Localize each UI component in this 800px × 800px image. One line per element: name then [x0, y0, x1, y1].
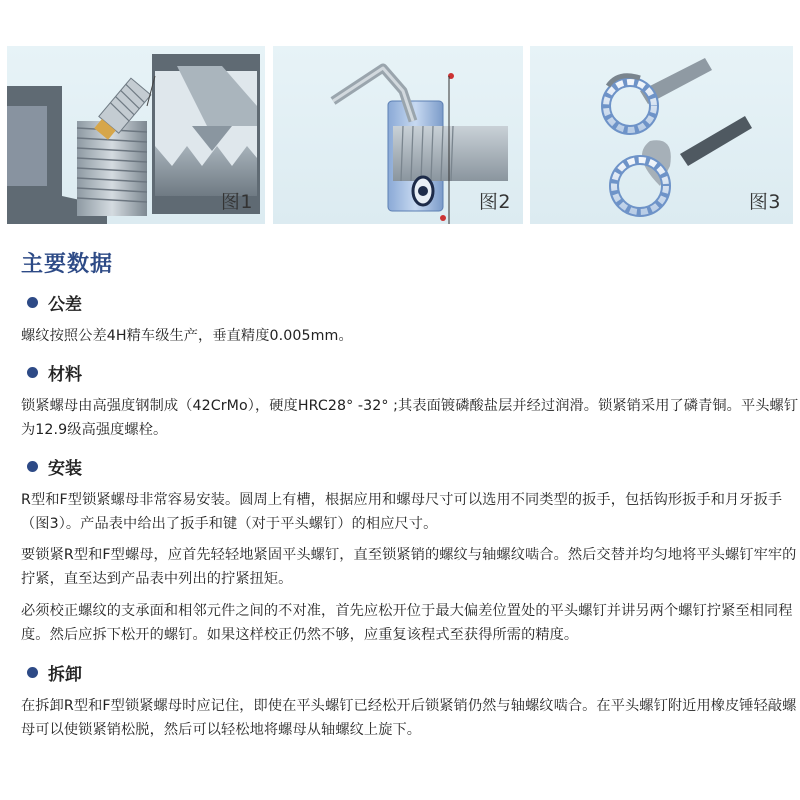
section-heading-tolerance-label: 公差 — [48, 295, 82, 315]
bullet-icon — [27, 367, 38, 378]
section-heading-material-label: 材料 — [48, 365, 82, 385]
bullet-icon — [27, 297, 38, 308]
paragraph-install-1: R型和F型锁紧螺母非常容易安装。圆周上有槽，根据应用和螺母尺寸可以选用不同类型的扳手，包括钩形扳手和月牙扳手（图3）。产品表中给出了扳手和键（对于平头螺钉）的相应尺寸。 — [21, 492, 783, 532]
figure-strip — [7, 46, 793, 224]
figure-3 — [530, 46, 793, 224]
section-heading-install — [27, 454, 82, 479]
bullet-icon — [27, 461, 38, 472]
figure-3-label: 图3 — [748, 191, 781, 213]
paragraph-install-3: 必须校正螺纹的支承面和相邻元件之间的不对准，首先应松开位于最大偏差位置处的平头螺钉并讲另两个螺钉拧紧至相同程度。然后应拆下松开的螺钉。如果这样校正仍然不够，应重复该程式至获得所需的精度。 — [21, 603, 793, 643]
section-heading-tolerance — [27, 290, 82, 315]
paragraph-material: 锁紧螺母由高强度钢制成（42CrMo），硬度HRC28° -32° ;其表面镀磷酸盐层并经过润滑。锁紧销采用了磷青铜。平头螺钉为12.9级高强度螺栓。 — [21, 398, 799, 438]
figure-1 — [7, 46, 265, 224]
paragraph-install-2: 要锁紧R型和F型螺母，应首先轻轻地紧固平头螺钉，直至锁紧销的螺纹与轴螺纹啮合。然后交替并均匀地将平头螺钉牢牢的拧紧，直至达到产品表中列出的拧紧扭矩。 — [21, 547, 797, 587]
figure-2 — [273, 46, 523, 224]
figure-1-label: 图1 — [220, 191, 253, 213]
section-heading-material — [27, 360, 82, 385]
paragraph-removal: 在拆卸R型和F型锁紧螺母时应记住，即使在平头螺钉已经松开后锁紧销仍然与轴螺纹啮合。在平头螺钉附近用橡皮锤轻敲螺母可以使锁紧销松脱，然后可以轻松地将螺母从轴螺纹上旋下。 — [21, 698, 797, 738]
section-heading-removal-label: 拆卸 — [48, 665, 82, 685]
page-title: 主要数据 — [21, 252, 114, 277]
bullet-icon — [27, 667, 38, 678]
figure-2-label: 图2 — [478, 191, 511, 213]
section-heading-removal — [27, 660, 82, 685]
paragraph-tolerance: 螺纹按照公差4H精车级生产，垂直精度0.005mm。 — [21, 328, 353, 344]
section-heading-install-label: 安装 — [48, 459, 82, 479]
